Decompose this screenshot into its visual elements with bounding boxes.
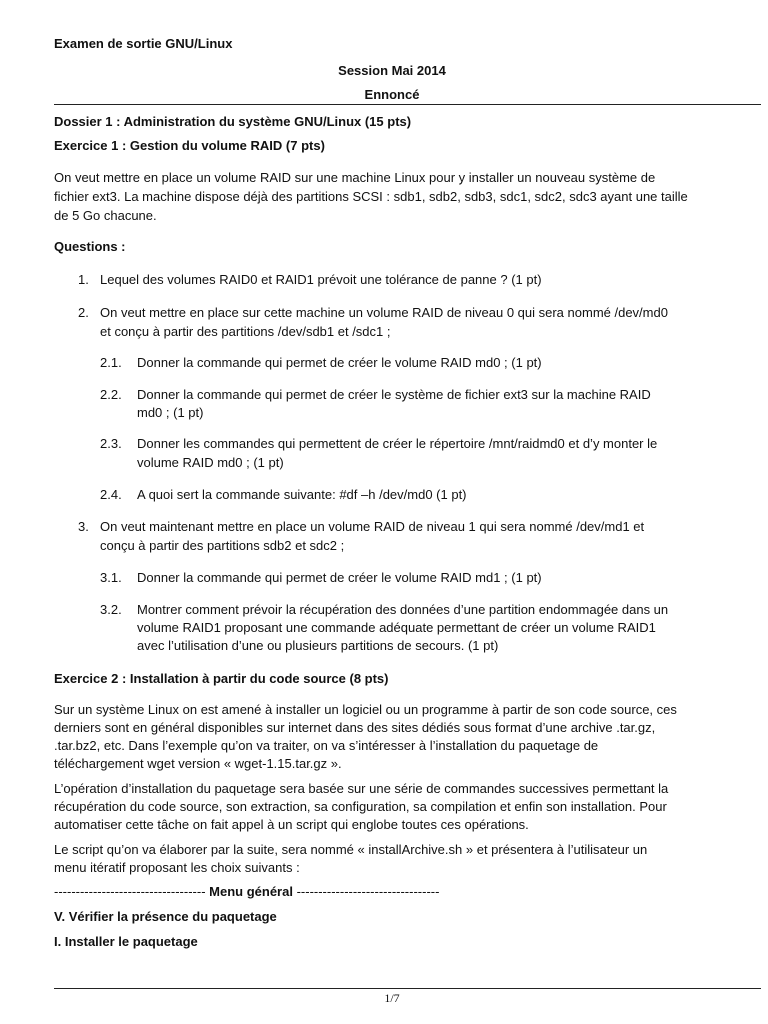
session-label: Session Mai 2014 [338, 63, 446, 78]
dossier-title: Dossier 1 : Administration du système GNU/Linux (15 pts) [54, 114, 412, 129]
exercise-1-title: Exercice 1 : Gestion du volume RAID (7 pts) [54, 138, 325, 153]
footer-rule [54, 988, 761, 989]
statement-label: Ennoncé [364, 87, 420, 102]
exam-title: Examen de sortie GNU/Linux [54, 36, 233, 51]
questions-label: Questions : [54, 239, 126, 254]
menu-title: Menu général [209, 884, 293, 899]
menu-item-install: I. Installer le paquetage [54, 934, 198, 949]
menu-item-verify: V. Vérifier la présence du paquetage [54, 909, 277, 924]
menu-header [54, 882, 439, 901]
page-number: 1/7 [384, 991, 400, 1005]
header-rule [54, 104, 761, 105]
menu-dashes-left: ----------------------------------- [54, 884, 206, 899]
exercise-2-title: Exercice 2 : Installation à partir du code source (8 pts) [54, 671, 389, 686]
menu-dashes-right: --------------------------------- [296, 884, 440, 899]
